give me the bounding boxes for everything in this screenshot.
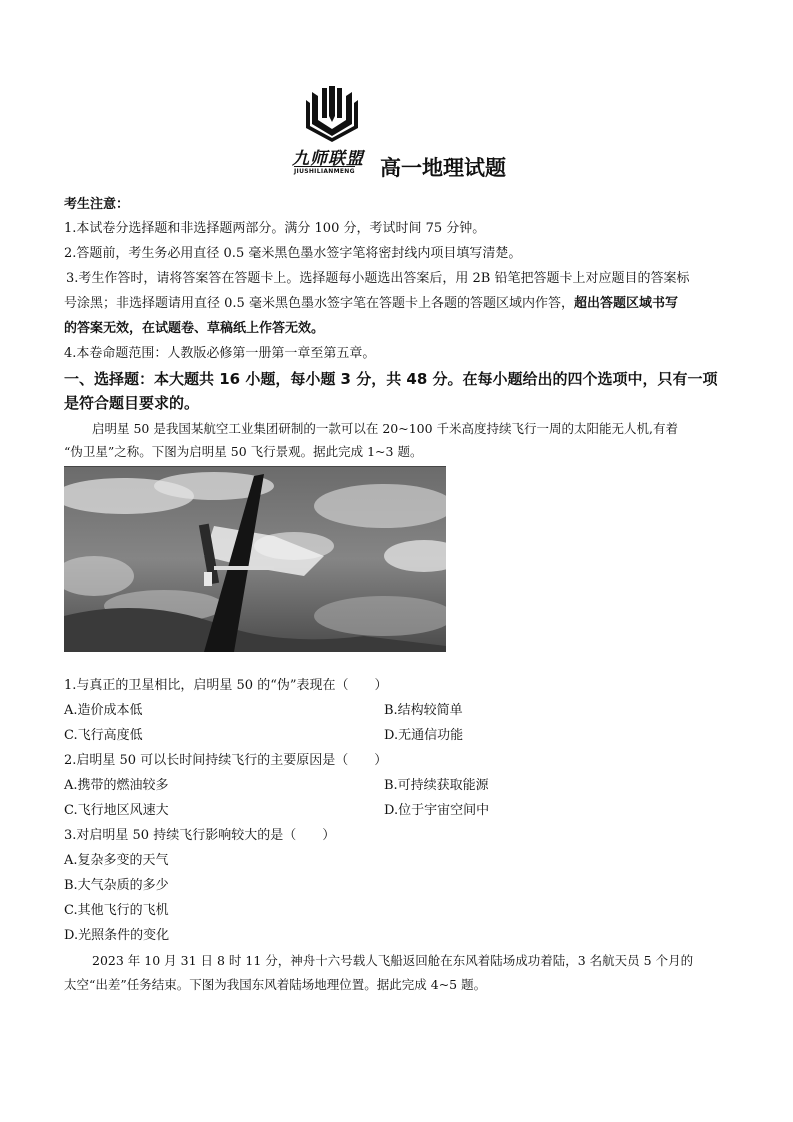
notice-item-3-emphasis: 超出答题区域书写 <box>573 296 678 311</box>
logo-book-icon <box>302 86 362 142</box>
question-1-stem: 1.与真正的卫星相比，启明星 50 的“伪”表现在（ ） <box>64 678 388 693</box>
aircraft-photo <box>64 466 446 652</box>
notice-heading: 考生注意： <box>64 197 130 212</box>
aircraft-photo-image <box>64 466 446 652</box>
question-2-stem: 2.启明星 50 可以长时间持续飞行的主要原因是（ ） <box>64 753 388 768</box>
notice-item-1: 1.本试卷分选择题和非选择题两部分。满分 100 分，考试时间 75 分钟。 <box>64 221 486 236</box>
notice-item-3-text: 号涂黑；非选择题请用直径 0.5 毫米黑色墨水签字笔在答题卡上各题的答题区域内作答， <box>64 296 574 311</box>
passage2-line1: 2023 年 10 月 31 日 8 时 11 分，神舟十六号载人飞船返回舱在东风着陆场成功着陆，3 名航天员 5 个月的 <box>92 953 694 968</box>
question-2-option-c: C.飞行地区风速大 <box>64 803 169 818</box>
question-1-option-b: B.结构较简单 <box>384 703 463 718</box>
notice-item-3-line1: 3.考生作答时，请将答案答在答题卡上。选择题每小题选出答案后，用 2B 铅笔把答题卡上对应题目的答案标 <box>66 271 690 286</box>
logo-text: 九师联盟 <box>292 149 364 169</box>
notice-item-4: 4.本卷命题范围：人教版必修第一册第一章至第五章。 <box>64 346 376 361</box>
notice-item-3-line3: 的答案无效，在试题卷、草稿纸上作答无效。 <box>64 321 325 336</box>
question-3-option-d: D.光照条件的变化 <box>64 928 170 943</box>
question-2-option-d: D.位于宇宙空间中 <box>384 803 490 818</box>
logo <box>288 86 378 178</box>
notice-item-3-line2 <box>64 295 678 313</box>
page-title: 高一地理试题 <box>380 156 506 180</box>
question-1-option-d: D.无通信功能 <box>384 728 464 743</box>
question-3-option-a: A.复杂多变的天气 <box>64 853 169 868</box>
question-2-option-b: B.可持续获取能源 <box>384 778 489 793</box>
section-heading-line1: 一、选择题：本大题共 16 小题，每小题 3 分，共 48 分。在每小题给出的四个选项中，只有一项 <box>64 370 718 388</box>
logo-subtext: JIUSHILIANMENG <box>294 168 355 175</box>
notice-item-2: 2.答题前，考生务必用直径 0.5 毫米黑色墨水签字笔将密封线内项目填写清楚。 <box>64 246 522 261</box>
question-3-stem: 3.对启明星 50 持续飞行影响较大的是（ ） <box>64 828 336 843</box>
passage1-line1: 启明星 50 是我国某航空工业集团研制的一款可以在 20~100 千米高度持续飞行一周的太阳能无人机,有着 <box>92 421 679 436</box>
question-2-option-a: A.携带的燃油较多 <box>64 778 169 793</box>
question-3-option-c: C.其他飞行的飞机 <box>64 903 169 918</box>
passage1-line2: “伪卫星”之称。下图为启明星 50 飞行景观。据此完成 1~3 题。 <box>64 444 423 459</box>
passage2-line2: 太空“出差”任务结束。下图为我国东风着陆场地理位置。据此完成 4~5 题。 <box>64 977 487 992</box>
question-3-option-b: B.大气杂质的多少 <box>64 878 169 893</box>
question-1-option-c: C.飞行高度低 <box>64 728 143 743</box>
section-heading-line2: 是符合题目要求的。 <box>64 394 200 412</box>
question-1-option-a: A.造价成本低 <box>64 703 143 718</box>
